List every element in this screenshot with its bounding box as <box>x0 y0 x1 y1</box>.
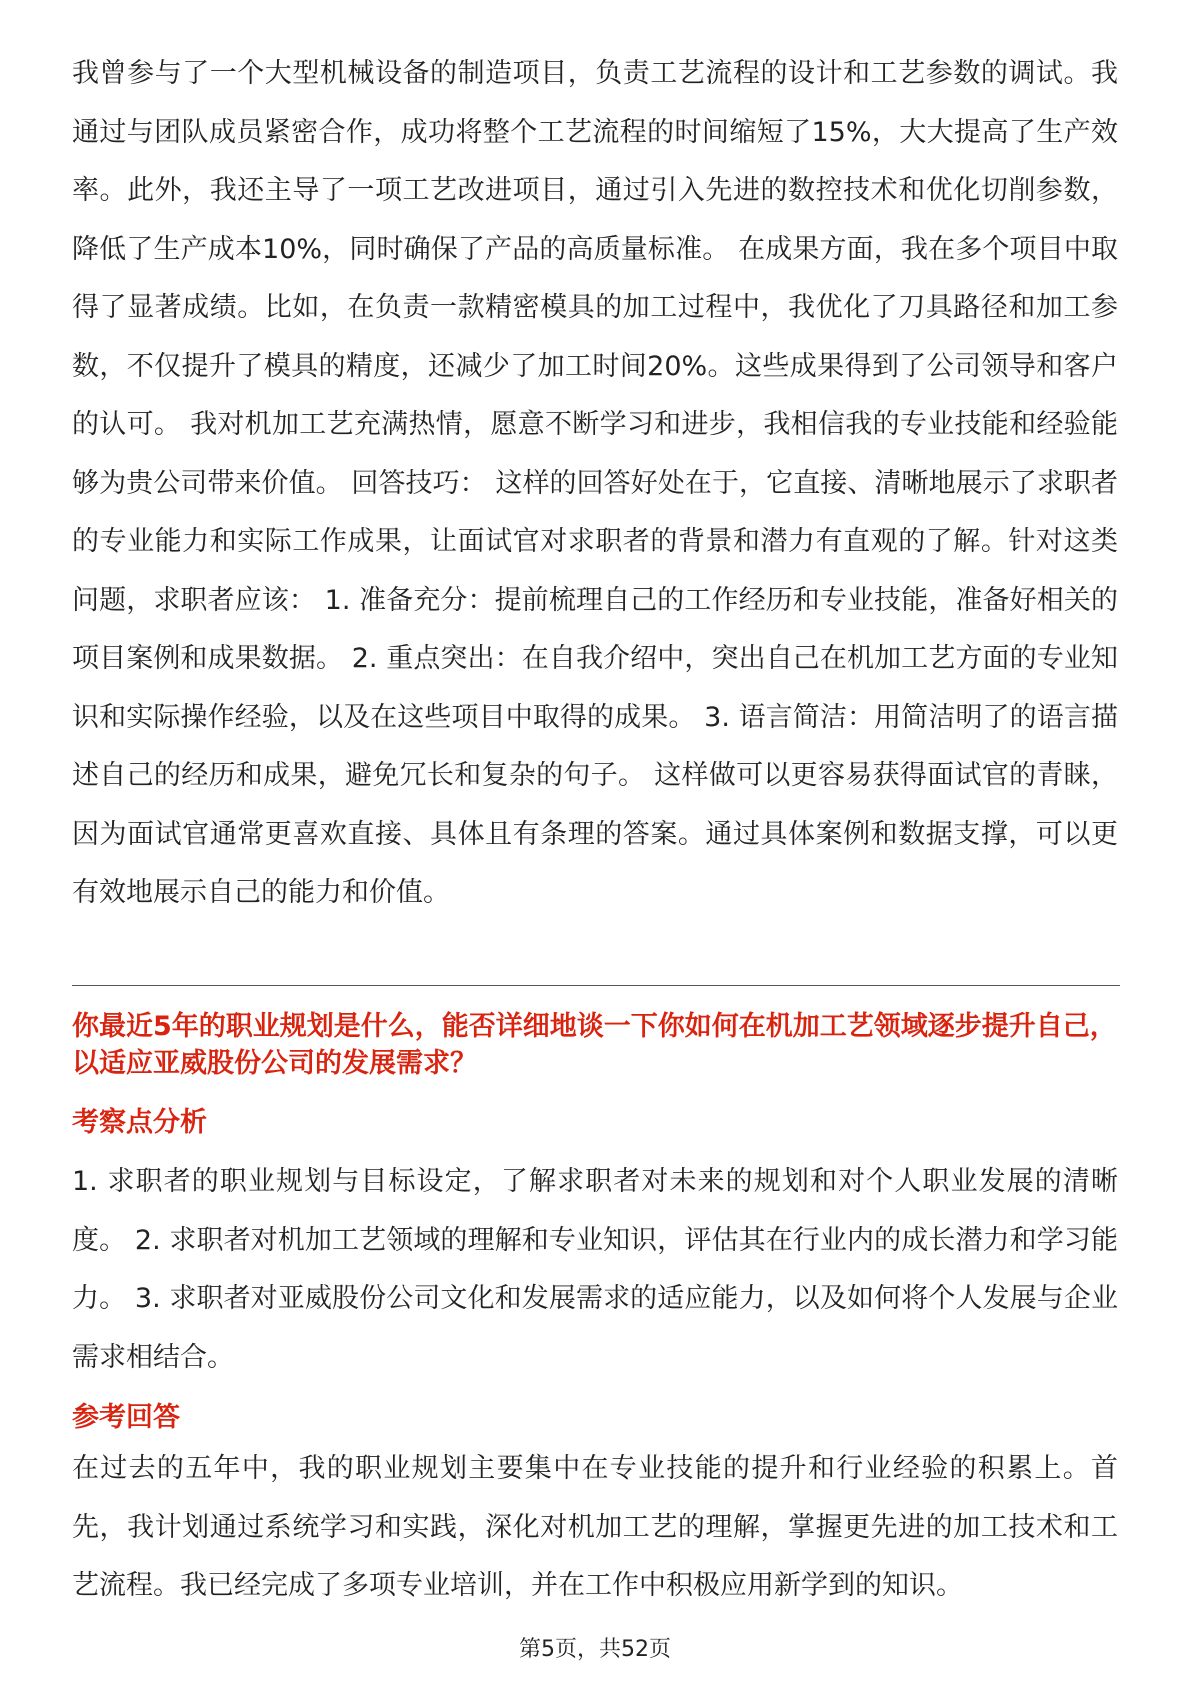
reference-answer-heading: 参考回答 <box>72 1402 180 1433</box>
analysis-heading: 考察点分析 <box>72 1107 207 1138</box>
section-divider <box>72 985 1120 986</box>
document-page <box>72 0 1118 1684</box>
body-paragraph: 我曾参与了一个大型机械设备的制造项目，负责工艺流程的设计和工艺参数的调试。我通过与团队成员紧密合作，成功将整个工艺流程的时间缩短了15%，大大提高了生产效率。此外，我还主导了一项工艺改进项目，通过引入先进的数控技术和优化切削参数，降低了生产成本10%，同时确保了产品的高质量标准。 在成果方面，我在多个项目中取得了显著成绩。比如，在负责一款精密模具的加工过程中，我优化了刀具路径和加工参数，不仅提升了模具的精度，还减少了加工时间20%。这些成果得到了公司领导和客户的认可。 我对机加工艺充满热情，愿意不断学习和进步，我相信我的专业技能和经验能够为贵公司带来价值。 回答技巧： 这样的回答好处在于，它直接、清晰地展示了求职者的专业能力和实际工作成果，让面试官对求职者的背景和潜力有直观的了解。针对这类问题，求职者应该： 1. 准备充分：提前梳理自己的工作经历和专业技能，准备好相关的项目案例和成果数据。 2. 重点突出：在自我介绍中，突出自己在机加工艺方面的专业知识和实际操作经验，以及在这些项目中取得的成果。 3. 语言简洁：用简洁明了的语言描述自己的经历和成果，避免冗长和复杂的句子。 这样做可以更容易获得面试官的青睐，因为面试官通常更喜欢直接、具体且有条理的答案。通过具体案例和数据支撑，可以更有效地展示自己的能力和价值。 <box>72 58 1118 908</box>
interview-question: 你最近5年的职业规划是什么，能否详细地谈一下你如何在机加工艺领域逐步提升自己，以适应亚威股份公司的发展需求？ <box>72 1011 1117 1079</box>
analysis-text: 1. 求职者的职业规划与目标设定，了解求职者对未来的规划和对个人职业发展的清晰度。 2. 求职者对机加工艺领域的理解和专业知识，评估其在行业内的成长潜力和学习能力。 3. 求职者对亚威股份公司文化和发展需求的适应能力，以及如何将个人发展与企业需求相结合。 <box>72 1166 1118 1373</box>
page-number: 第5页，共52页 <box>519 1637 671 1662</box>
reference-answer-text: 在过去的五年中，我的职业规划主要集中在专业技能的提升和行业经验的积累上。首先，我计划通过系统学习和实践，深化对机加工艺的理解，掌握更先进的加工技术和工艺流程。我已经完成了多项专业培训，并在工作中积极应用新学到的知识。 <box>72 1453 1118 1601</box>
